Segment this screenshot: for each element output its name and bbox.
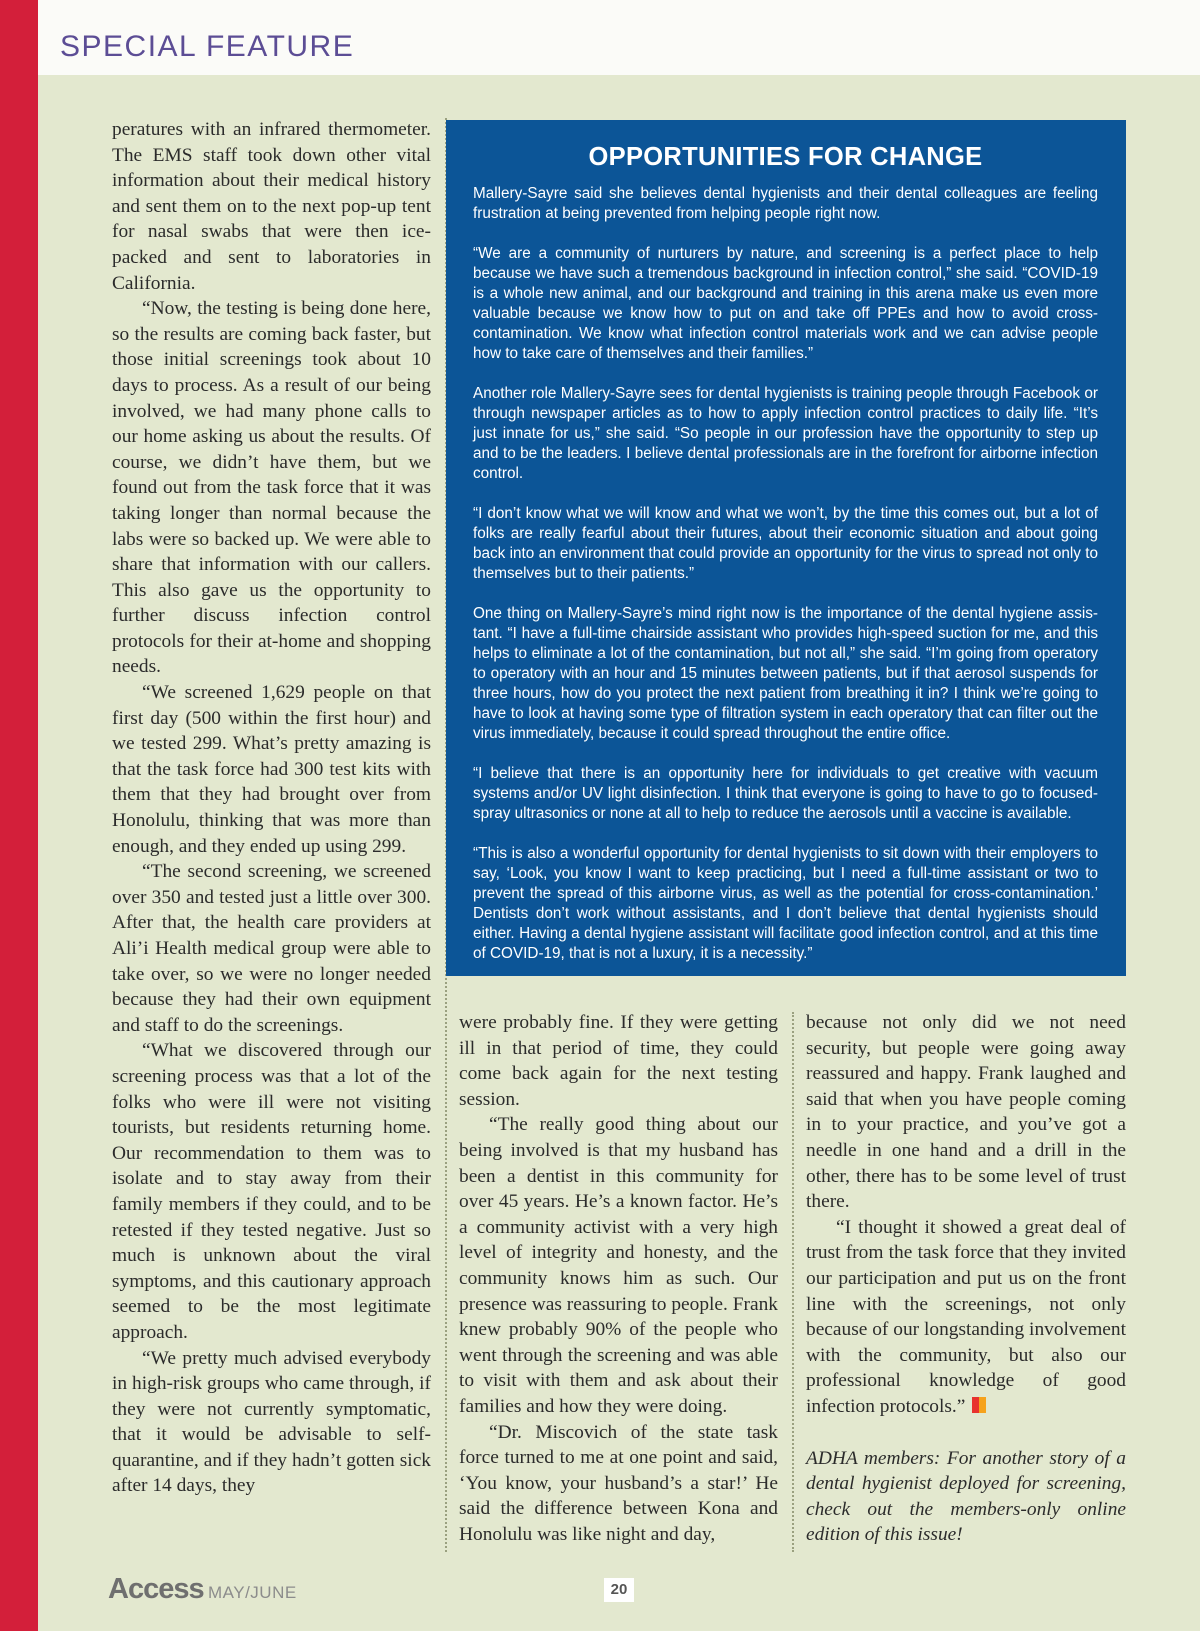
magazine-logo: Access [108, 1573, 204, 1605]
paragraph: “We screened 1,629 people on that first day (500 within the first hour) and we tested 299. What’s pretty amazing is that the task force had 300 test kits with them that they had brought over from Honolulu, thinking that was more than enough, and they ended up using 299. [112, 682, 431, 857]
paragraph: “Now, the testing is being done here, so the results are coming back faster, but those initial screenings took about 10 days to process. As a result of our being involved, we had many phone calls to our home asking us about the results. Of course, we didn’t have them, but we found out from the task force that it was taking longer than normal because the labs were so backed up. We were able to share that information with our callers. This also gave us the opportunity to further discuss infection control protocols for their at-home and shopping needs. [112, 298, 431, 678]
paragraph-text: “I thought it showed a great deal of trust from the task force that they invited our participation and put us on the front line with the screenings, not only because of our longstanding involvement with the community, but also our professional knowledge of good infection protocols.” [806, 1216, 1126, 1417]
issue-date: MAY/JUNE [208, 1583, 297, 1602]
sidebar-paragraph: “We are a community of nurturers by nature, and screening is a perfect place to help because we have such a tremendous background in infection control,” she said. “COVID-19 is a whole new animal, and our background and training in this arena make us even more valuable because we know how to put on and take off PPEs and how to avoid cross-contamination. We know what infection control materials work and we can advise people how to take care of themselves and their families.” [473, 245, 1098, 362]
article-column-1 [112, 117, 431, 1499]
paragraph: because not only did we not need security, but people were going away reassured and happy. Frank laughed and said that when you have people coming in to your practice, and you’ve got a needle in one hand and a drill in the other, there has to be some level of trust there. [806, 1012, 1126, 1213]
sidebar-paragraph: One thing on Mallery-Sayre’s mind right now is the importance of the dental hygiene assistant. “I have a full-time chairside assistant who provides high-speed suction for me, and this helps to eliminate a lot of the contamination, but not all,” she said. “I’m going from operatory to operatory with an hour and 15 minutes between patients, but if that aerosol suspends for three hours, how do you protect the next patient from breathing it in? I think we’re going to have to look at having some type of filtration system in each operatory that can filter out the virus immediately, because it could spread throughout the entire office. [473, 605, 1098, 742]
sidebar-paragraph: “This is also a wonderful opportunity for dental hygienists to sit down with their employers to say, ‘Look, you know I want to keep practicing, but I need a full-time assistant or two to prevent the spread of this airborne virus, as well as the potential for cross-contamination.’ Dentists don’t work without assistants, and I don’t believe that dental hygienists should either. Having a dental hygiene assistant will facilitate good infection control, and at this time of COVID-19, that is not a luxury, it is a necessity.” [473, 845, 1098, 962]
members-note: ADHA members: For another story of a dental hygienist deployed for screening, check out the members-only online edition of this issue! [806, 1447, 1126, 1546]
article-column-3 [806, 1010, 1126, 1548]
sidebar-paragraph: Mallery-Sayre said she believes dental hygienists and their dental colleagues are feeling frustration at being prevented from helping people right now. [473, 185, 1098, 222]
section-title: SPECIAL FEATURE [60, 30, 355, 63]
paragraph [806, 1215, 1126, 1420]
page-number: 20 [604, 1578, 634, 1602]
sidebar-title: OPPORTUNITIES FOR CHANGE [588, 143, 983, 171]
paragraph: were probably fine. If they were getting ill in that period of time, they could come back again for the next testing session. [459, 1012, 778, 1110]
paragraph: “The really good thing about our being involved is that my husband has been a dentist in this community for over 45 years. He’s a known factor. He’s a community activist with a very high level of integrity and honesty, and the community knows him as such. Our presence was reassuring to people. Frank knew probably 90% of the people who went through the screening and was able to visit with them and ask about their families and how they were doing. [459, 1114, 778, 1417]
end-of-article-square-icon [972, 1397, 986, 1413]
sidebar-paragraph: “I don’t know what we will know and what we won’t, by the time this comes out, but a lot of folks are really fearful about their futures, about their economic situation and about going back into an environment that could provide an opportunity for the virus to spread not only to themselves but to their patients.” [473, 505, 1098, 582]
article-column-2 [459, 1010, 778, 1547]
paragraph: peratures with an infrared thermometer. The EMS staff took down other vital information about their medical history and sent them on to the next pop-up tent for nasal swabs that were then ice-packed and sent to laboratories in California. [112, 119, 431, 294]
sidebar-paragraph: “I believe that there is an opportunity here for individuals to get creative with vacuum systems and/or UV light disinfection. I think that everyone is going to have to go to focused-spray ultrasonics or none at all to help to reduce the aerosols until a vaccine is available. [473, 765, 1098, 822]
accent-stripe [0, 0, 38, 1631]
paragraph: “We pretty much advised everybody in high-risk groups who came through, if they were not currently symptomatic, that it would be advisable to self-quarantine, and if they hadn’t gotten sick after 14 days, they [112, 1347, 431, 1497]
column-divider [792, 1012, 794, 1552]
sidebar-paragraph: Another role Mallery-Sayre sees for dental hygienists is training people through Facebook or through newspaper articles as to how to apply infection control practices to daily life. “It’s just innate for us,” she said. “So people in our profession have the opportunity to step up and to be the leaders. I believe dental professionals are in the forefront for airborne infection control. [473, 385, 1098, 482]
sidebar-box [446, 120, 1126, 976]
paragraph: “Dr. Miscovich of the state task force turned to me at one point and said, ‘You know, your husband’s a star!’ He said the difference between Kona and Honolulu was like night and day, [459, 1421, 778, 1545]
paragraph: “What we discovered through our screening process was that a lot of the folks who were ill were not visiting tourists, but residents returning home. Our recommendation to them was to isolate and to stay away from their family members if they could, and to be retested if they tested negative. Just so much is unknown about the viral symptoms, and this cautionary approach seemed to be the most legitimate approach. [112, 1040, 431, 1343]
paragraph: “The second screening, we screened over 350 and tested just a little over 300. After that, the health care providers at Ali’i Health medical group were able to take over, so we were no longer needed because they had their own equipment and staff to do the screenings. [112, 861, 431, 1036]
